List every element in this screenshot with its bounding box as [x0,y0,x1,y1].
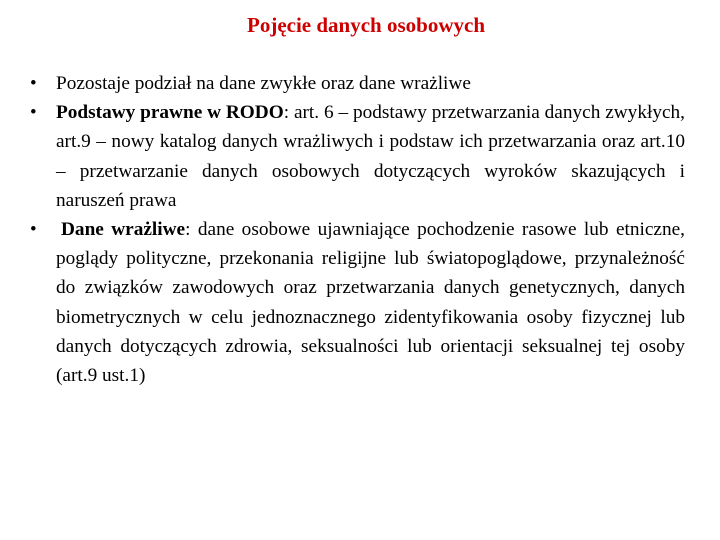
bullet-item-sensitive-data [30,215,685,390]
bullet-marker: • [30,219,37,241]
bullet-text: Pozostaje podział na dane zwykłe oraz dane wrażliwe [56,73,471,94]
bullet-list [30,69,685,390]
bullet-item-data-division [30,69,685,98]
bullet-bold-label: Podstawy prawne w RODO [56,102,284,124]
bullet-text: : art. 6 – podstawy przetwarzania danych zwykłych, art.9 – nowy katalog danych wrażliwych i podstaw ich przetwarzania oraz art.10 – przetwarzanie danych osobowych dotyczących wyroków skazujących i naruszeń prawa [56,102,685,211]
bullet-text: : dane osobowe ujawniające pochodzenie rasowe lub etniczne, poglądy polityczne, przekonania religijne lub światopoglądowe, przynależność do związków zawodowych oraz przetwarzania danych genetycznych, danych biometrycznych w celu jednoznacznego zidentyfikowania osoby fizycznej lub danych dotyczących zdrowia, seksualności lub orientacji seksualnej tej osoby (art.9 ust.1) [56,219,685,387]
bullet-marker: • [30,102,37,124]
slide-title: Pojęcie danych osobowych [247,13,485,37]
bullet-marker: • [30,73,37,94]
bullet-item-legal-basis [30,98,685,215]
bullet-bold-label: Dane wrażliwe [61,219,186,241]
